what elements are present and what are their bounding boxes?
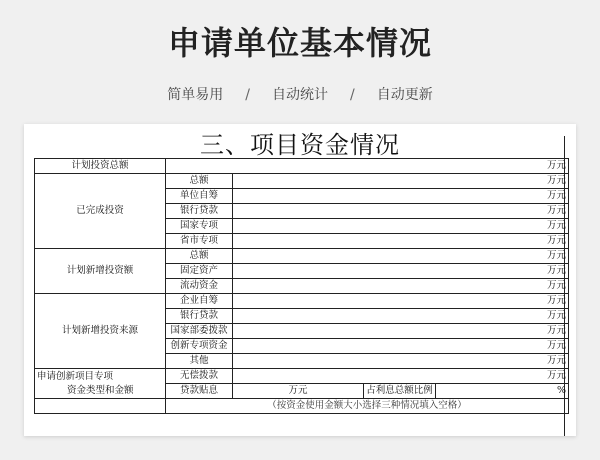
page-title: 申请单位基本情况 (167, 24, 432, 62)
sub-label: 省市专项 (166, 234, 233, 249)
unit-cell[interactable]: 万元 (233, 309, 569, 324)
unit-cell[interactable]: 万元 (233, 369, 569, 384)
sub-label: 其他 (166, 354, 233, 369)
sub-label: 创新专项资金 (166, 339, 233, 354)
unit-cell[interactable]: 万元 (166, 159, 569, 174)
unit-cell[interactable]: 万元 (233, 279, 569, 294)
percent-cell[interactable]: % (436, 384, 569, 399)
unit-cell[interactable]: 万元 (233, 339, 569, 354)
row-label-new-planned: 计划新增投资额 (35, 249, 166, 294)
feature-easy: 简单易用 (167, 87, 224, 103)
sub-label: 国家专项 (166, 219, 233, 234)
table-row (35, 399, 569, 414)
unit-cell[interactable]: 万元 (233, 294, 569, 309)
sub-label: 总额 (166, 249, 233, 264)
sub-label: 国家部委拨款 (166, 324, 233, 339)
sub-label: 流动资金 (166, 279, 233, 294)
sub-label: 固定资产 (166, 264, 233, 279)
funding-table (34, 158, 569, 414)
ratio-label: 占利息总额比例 (364, 384, 436, 399)
table-row (35, 249, 569, 264)
row-label-innovation (35, 369, 166, 399)
unit-cell[interactable]: 万元 (233, 384, 364, 399)
sub-label: 单位自筹 (166, 189, 233, 204)
table-row (35, 159, 569, 174)
row-label-completed: 已完成投资 (35, 174, 166, 249)
innovation-label-line2: 资金类型和金额 (67, 384, 134, 396)
nav-separator: / (350, 87, 355, 103)
sub-label: 银行贷款 (166, 309, 233, 324)
unit-cell[interactable]: 万元 (233, 174, 569, 189)
feature-nav (0, 84, 600, 104)
unit-cell[interactable]: 万元 (233, 264, 569, 279)
feature-auto-update: 自动更新 (376, 87, 433, 103)
fill-note: （按资金使用金额大小选择三种情况填入空格） (166, 399, 569, 414)
unit-cell[interactable]: 万元 (233, 354, 569, 369)
innovation-label-line1: 申请创新项目专项 (37, 370, 114, 382)
unit-cell[interactable]: 万元 (233, 234, 569, 249)
feature-auto-stats: 自动统计 (272, 87, 328, 103)
unit-cell[interactable]: 万元 (233, 189, 569, 204)
row-label-total-planned: 计划投资总额 (35, 159, 166, 174)
sub-label-grant: 无偿拨款 (166, 369, 233, 384)
table-row (35, 174, 569, 189)
sub-label: 企业自筹 (166, 294, 233, 309)
unit-cell[interactable]: 万元 (233, 324, 569, 339)
sub-label-subsidy: 贷款贴息 (166, 384, 233, 399)
table-row (35, 294, 569, 309)
sub-label: 银行贷款 (166, 204, 233, 219)
nav-separator: / (245, 87, 250, 103)
unit-cell[interactable]: 万元 (233, 219, 569, 234)
unit-cell[interactable]: 万元 (233, 204, 569, 219)
unit-cell[interactable]: 万元 (233, 249, 569, 264)
spreadsheet-preview (24, 124, 576, 436)
sheet-title: 三、项目资金情况 (200, 131, 400, 159)
sub-label: 总额 (166, 174, 233, 189)
empty-cell (35, 399, 166, 414)
row-label-new-sources: 计划新增投资来源 (35, 294, 166, 369)
table-row (35, 369, 569, 384)
